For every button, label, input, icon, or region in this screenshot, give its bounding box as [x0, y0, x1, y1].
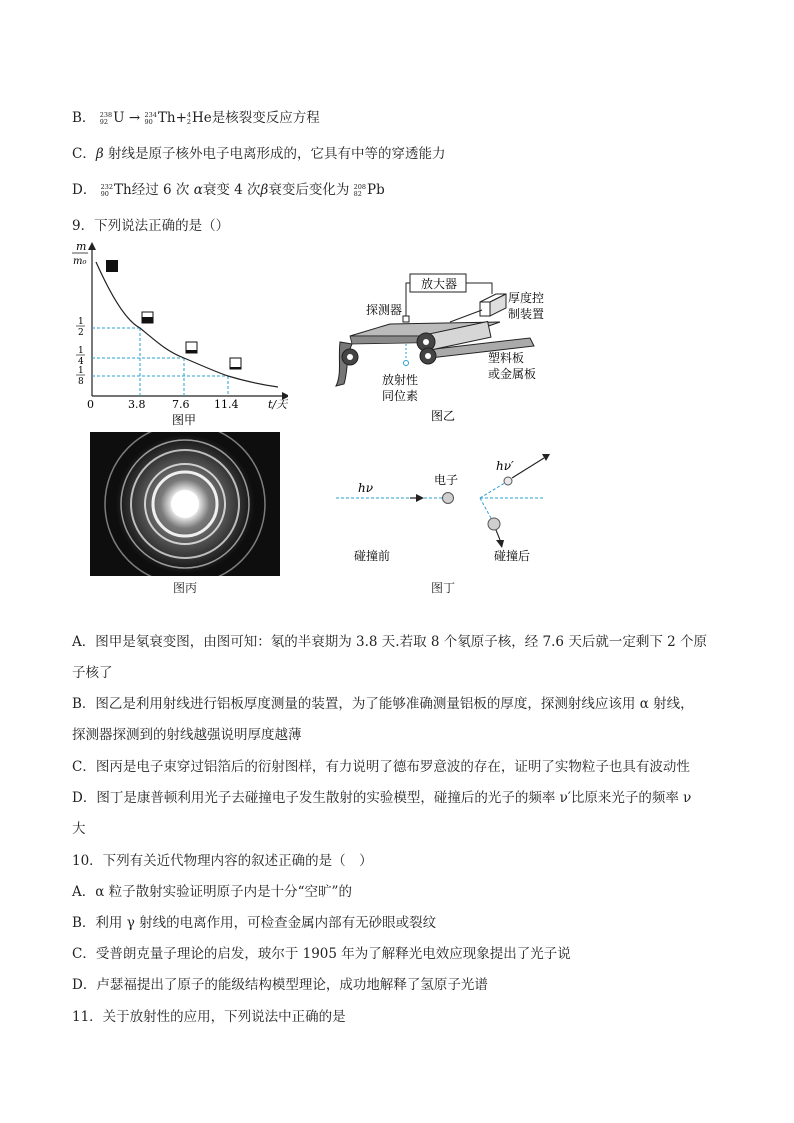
- q8-option-b: B． 238 92 U → 234 90 Th+ 4 2 He是核裂变反应方程: [72, 110, 320, 126]
- q9-option-d-line2: 大: [72, 821, 86, 837]
- sample-quarter-icon: [186, 350, 197, 353]
- q9-stem: 9．下列说法正确的是（）: [72, 218, 230, 234]
- svg-text:11.4: 11.4: [214, 398, 239, 411]
- left-roller: [347, 354, 353, 360]
- q10-stem: 10．下列有关近代物理内容的叙述正确的是（ ）: [72, 853, 373, 869]
- y-label-top: m: [76, 240, 87, 253]
- q8-option-d: D． 232 90 Th经过 6 次 α衰变 4 次β衰变后变化为 208 82 Pb: [72, 182, 385, 198]
- q9-option-a-line2: 子核了: [72, 665, 113, 681]
- electron-after: [488, 518, 500, 530]
- q10-option-d: D．卢瑟福提出了原子的能级结构模型理论，成功地解释了氢原子光谱: [72, 977, 488, 993]
- th-nuclide-numbers: 232 90: [100, 182, 114, 198]
- svg-text:1: 1: [78, 317, 84, 327]
- photon-out-label: hν′: [496, 459, 514, 473]
- q9-option-b-line2: 探测器探测到的射线越强说明厚度越薄: [72, 727, 302, 743]
- svg-text:3.8: 3.8: [128, 398, 146, 411]
- detector-label: 探测器: [366, 303, 403, 317]
- figure-ding-compton: [330, 448, 560, 596]
- u-nuclide-numbers: 238 92: [99, 110, 113, 126]
- figure-jia-decay-graph: [68, 240, 288, 430]
- option-label: B．: [72, 110, 96, 126]
- caption-yi: 图乙: [431, 409, 456, 423]
- sample-eighth-icon: [230, 367, 241, 369]
- label-before: 碰撞前: [354, 549, 391, 563]
- svg-text:放射性: 放射性: [382, 373, 419, 387]
- photon-after: [504, 477, 512, 485]
- svg-text:8: 8: [78, 377, 84, 387]
- electron-before: [443, 493, 454, 504]
- dashed-guides: [92, 328, 228, 396]
- svg-text:0: 0: [87, 398, 94, 411]
- label-after: 碰撞后: [494, 549, 531, 563]
- electron-label: 电子: [434, 473, 459, 487]
- caption-ding: 图丁: [431, 581, 456, 595]
- svg-text:1: 1: [78, 366, 84, 376]
- svg-text:厚度控: 厚度控: [508, 291, 545, 305]
- incoming-arrow: [416, 494, 424, 502]
- svg-text:7.6: 7.6: [172, 398, 190, 411]
- detector-icon: [403, 316, 409, 322]
- he-nuclide-numbers: 4 2: [186, 110, 192, 126]
- q9-option-a-line1: A．图甲是氡衰变图，由图可知：氡的半衰期为 3.8 天.若取 8 个氡原子核，经 7.6 天后就一定剩下 2 个原: [72, 634, 707, 650]
- source-icon: [404, 361, 409, 366]
- y-axis-arrow: [88, 242, 96, 250]
- svg-text:1: 1: [78, 346, 84, 356]
- q9-option-d-line1: D．图丁是康普顿利用光子去碰撞电子发生散射的实验模型，碰撞后的光子的频率 ν′比原来光子的频率 ν: [72, 790, 692, 806]
- th-nuclide-numbers: 234 90: [144, 110, 157, 126]
- outgoing-photon-arrow: [542, 454, 550, 461]
- q9-option-b-line1: B．图乙是利用射线进行铝板厚度测量的装置，为了能够准确测量铝板的厚度，探测射线应该用 α 射线，: [72, 696, 694, 712]
- svg-text:同位素: 同位素: [382, 389, 419, 403]
- pb-nuclide-numbers: 208 82: [353, 182, 367, 198]
- caption-jia: 图甲: [172, 413, 197, 427]
- q8-option-c: C．β 射线是原子核外电子电离形成的，它具有中等的穿透能力: [72, 146, 446, 162]
- sample-full-icon: [106, 260, 118, 272]
- electron-recoil-arrow: [496, 540, 504, 548]
- figure-yi-thickness-device: [330, 264, 560, 424]
- svg-text:4: 4: [78, 357, 84, 367]
- q9-option-c: C．图丙是电子束穿过铝箔后的衍射图样，有力说明了德布罗意波的存在，证明了实物粒子也具有波动性: [72, 759, 690, 775]
- caption-bing: 图丙: [173, 581, 198, 595]
- svg-text:放大器: 放大器: [421, 277, 458, 291]
- q11-stem: 11．关于放射性的应用，下列说法中正确的是: [72, 1009, 346, 1025]
- sample-half-icon: [142, 317, 153, 323]
- svg-text:或金属板: 或金属板: [488, 367, 537, 381]
- svg-text:塑料板: 塑料板: [488, 351, 525, 365]
- x-unit-label: t/天: [268, 398, 288, 411]
- figure-bing-diffraction: [90, 432, 280, 576]
- svg-text:制装置: 制装置: [508, 307, 545, 321]
- q10-option-c: C．受普朗克量子理论的启发，玻尔于 1905 年为了解释光电效应现象提出了光子说: [72, 946, 571, 962]
- svg-text:2: 2: [78, 328, 84, 338]
- y-label-bottom: m₀: [73, 256, 87, 267]
- q10-option-b: B．利用 γ 射线的电离作用，可检查金属内部有无砂眼或裂纹: [72, 915, 437, 931]
- q10-option-a: A．α 粒子散射实验证明原子内是十分“空旷”的: [72, 884, 352, 900]
- photon-in-label: hν: [358, 481, 374, 495]
- decay-curve: [96, 262, 278, 387]
